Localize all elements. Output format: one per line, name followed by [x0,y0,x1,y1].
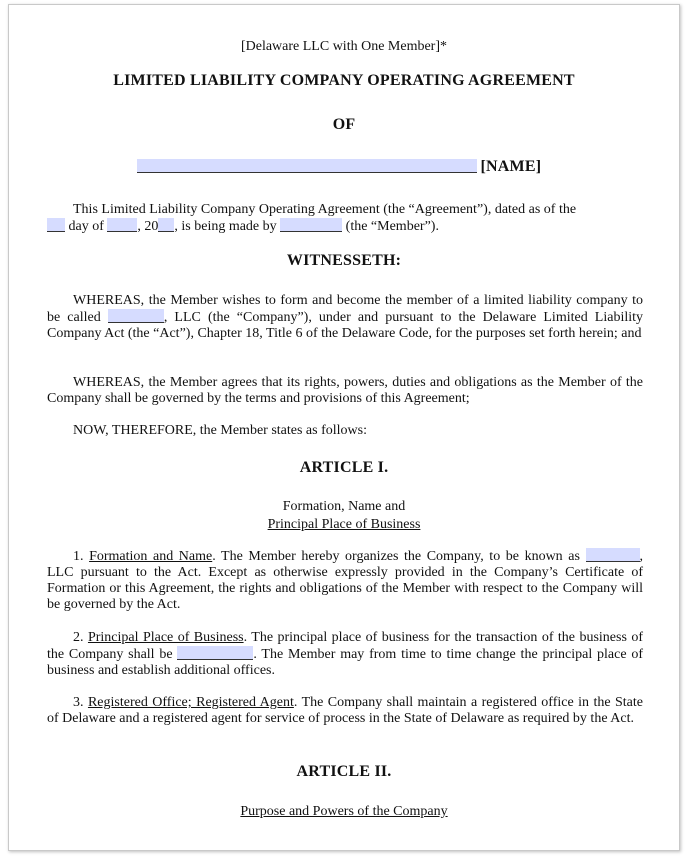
principal-place-field[interactable] [177,646,253,660]
section-2-paragraph [47,630,643,679]
year-field[interactable] [158,218,174,232]
article-2-subtitle: Purpose and Powers of the Company [240,804,448,819]
section-1-title: Formation and Name [89,549,213,564]
member-field[interactable] [280,218,342,232]
month-field[interactable] [107,218,137,232]
section-3-number: 3. [73,695,84,710]
section-3-text-a: . The Company shall maintain a registered office in the State of Delaware and a registered agent for service of process in the State of Delaware as required by the Act. [47,695,644,726]
section-3-title: Registered Office; Registered Agent [87,695,294,710]
day-field[interactable] [47,218,65,232]
article-1-heading: ARTICLE I. [299,459,389,476]
document-note: [Delaware LLC with One Member]* [240,39,448,54]
whereas-paragraph-2: WHEREAS, the Member agrees that its rights, powers, duties and obligations as the Member of the Company shall be governed by the terms and provisions of this Agreement; [47,375,643,406]
section-3-paragraph [47,695,643,727]
llc-name-field[interactable] [108,309,164,323]
whereas1-text-a: WHEREAS, the Member wishes to form and become the member of a limited liability company to be called [47,293,643,325]
section-2-title: Principal Place of Business [87,630,244,645]
article-1-subtitle-2: Principal Place of Business [267,517,421,532]
intro-text-1: This Limited Liability Company Operating Agreement (the “Agreement”), dated as of the [73,202,577,217]
now-therefore-paragraph: NOW, THEREFORE, the Member states as follows: [73,423,367,438]
intro-text-5: (the “Member”). [345,219,439,234]
document-title: LIMITED LIABILITY COMPANY OPERATING AGREEMENT [113,72,575,89]
intro-paragraph [47,202,643,235]
whereas-paragraph-1 [47,293,643,342]
intro-text-4: , is being made by [174,219,277,234]
company-name-field[interactable] [137,159,477,173]
document-page [8,4,680,851]
article-1-subtitle-1: Formation, Name and [282,499,406,514]
company-name-line [137,159,557,176]
article-2-heading: ARTICLE II. [296,763,392,780]
name-label: [NAME] [480,158,542,175]
section-1-text-a: . The Member hereby organizes the Company, to be known as [212,549,580,564]
section-1-text-b: , LLC pursuant to the Act. Except as otherwise expressly provided in the Company’s Certificate of Formation or this Agreement, the rights and obligations of the Member with respect to the Company will be governed by the Act. [47,549,643,612]
intro-text-2: day of [68,219,104,234]
section-2-text-b: . The Member may from time to time change the principal place of business and establish additional offices. [47,647,643,678]
article-1-subtitle-2-wrap [9,517,679,533]
article-2-subtitle-wrap [9,804,679,820]
section-2-text-a: . The principal place of business for the transaction of the business of the Company shall be [47,630,644,662]
whereas1-text-b: , LLC (the “Company”), under and pursuant to the Delaware Limited Liability Company Act (the “Act”), Chapter 18, Title 6 of the Delaware Code, for the purposes set forth herein; and [47,310,644,341]
intro-text-3: , 20 [137,219,159,234]
witnesseth-heading: WITNESSETH: [286,252,402,269]
section-1-paragraph [47,548,643,613]
title-of: OF [332,116,356,133]
section-1-number: 1. [73,549,84,564]
section-2-number: 2. [73,630,84,645]
company-known-as-field[interactable] [586,548,640,562]
